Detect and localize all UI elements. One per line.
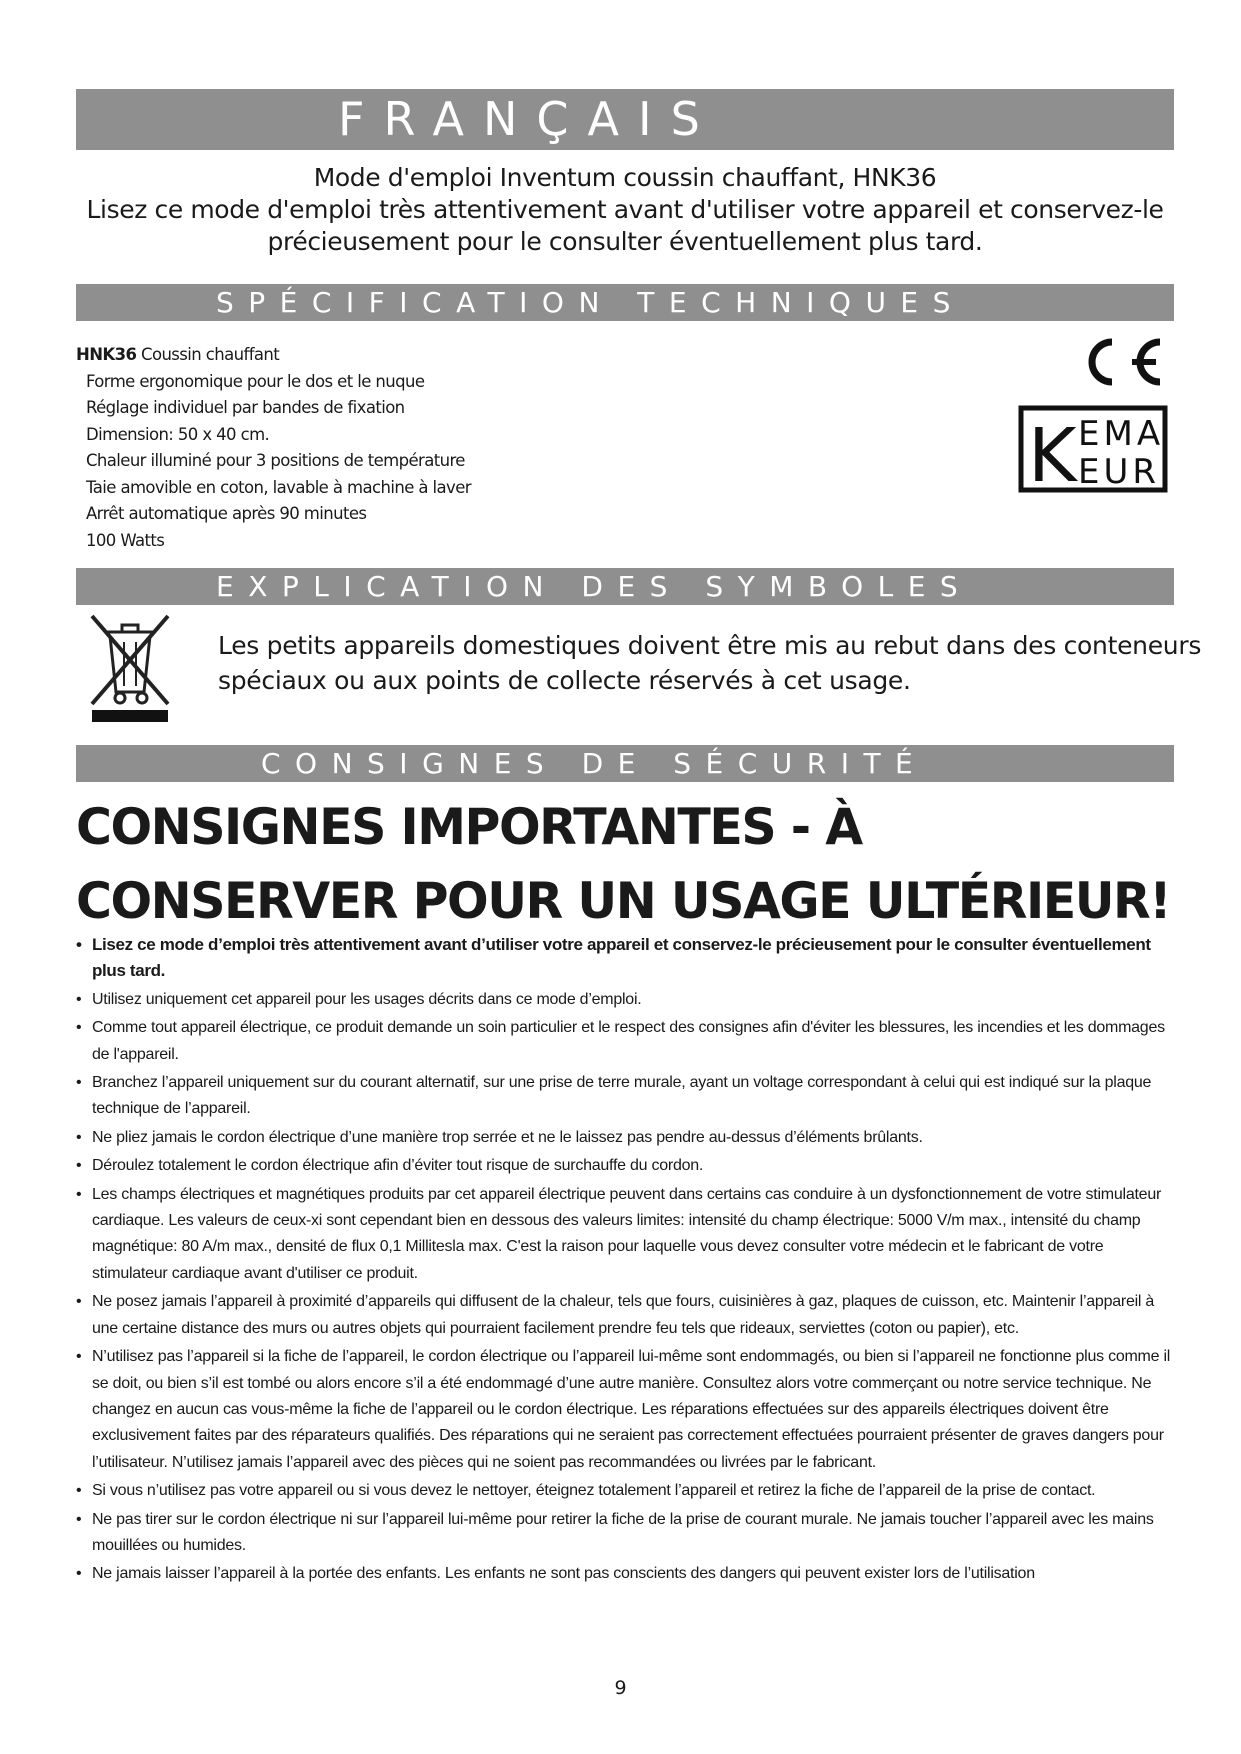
list-item: • Ne pliez jamais le cordon électrique d’une manière trop serrée et ne le laissez pas pendre au-dessus d’éléments brûlants. [76,1125,1174,1151]
headline-line: CONSIGNES IMPORTANTES - À [76,798,862,856]
spec-item: 100 Watts [86,530,165,550]
kema-keur-logo-icon [1018,405,1168,493]
spec-item: Forme ergonomique pour le dos et le nuque [86,371,425,391]
list-item: • Ne posez jamais l’appareil à proximité d’appareils qui diffusent de la chaleur, tels que fours, cuisinières à gaz, plaques de cuisson, etc. Maintenir l’appareil à une certaine distance des murs ou autres objets qui pourraient facilement prendre feu tels que rideaux, serviettes (coton ou papier), etc. [76,1289,1174,1342]
kema-top-letters: EMA [1078,414,1165,454]
symbols-title: EXPLICATION DES SYMBOLES [216,570,973,603]
language-band [76,89,1174,150]
list-item: • N’utilisez pas l’appareil si la fiche de l’appareil, le cordon électrique ou l’appareil lui-même sont endommagés, ou bien si l’appareil ne fonctionne plus comme il se doit, ou bien s’il est tombé ou alors encore s’il a été endommagé d’une autre manière. Consultez alors votre commerçant ou notre service technique. Ne changez en aucun cas vous-même la fiche de l’appareil ou le cordon électrique. Les réparations effectuées sur des appareils électriques doivent être exclusivement faites par des réparateurs qualifiés. Des réparations qui ne seraient pas correctement effectuées pourraient présenter de graves dangers pour l’utilisateur. N’utilisez jamais l’appareil avec des pièces qui ne soient pas recommandées ou livrées par le fabricant. [76,1344,1174,1476]
list-item: • Comme tout appareil électrique, ce produit demande un soin particulier et le respect des consignes afin d'éviter les blessures, les incendies et les dommages de l'appareil. [76,1015,1174,1068]
ce-mark-icon [1072,334,1168,390]
specifications-band [76,284,1174,321]
crossed-bin-icon [88,612,172,724]
headline-line: CONSERVER POUR UN USAGE ULTÉRIEUR! [76,872,1171,930]
spec-item: Chaleur illuminé pour 3 positions de température [86,451,465,470]
language-title: FRANÇAIS [338,92,719,146]
model-number: HNK36 [76,345,137,364]
symbols-line: spéciaux ou aux points de collecte réservés à cet usage. [218,666,911,695]
list-item: • Lisez ce mode d’emploi très attentivement avant d’utiliser votre appareil et conservez-le précieusement pour le consulter éventuellement plus tard. [76,932,1174,985]
safety-title: CONSIGNES DE SÉCURITÉ [261,747,928,780]
specifications-title: SPÉCIFICATION TECHNIQUES [216,286,965,319]
kema-k-letter: K [1028,413,1077,493]
list-item: • Ne jamais laisser l’appareil à la portée des enfants. Les enfants ne sont pas conscients des dangers qui peuvent exister lors de l’utilisation [76,1561,1174,1587]
safety-band [76,745,1174,782]
symbols-text [218,628,1201,698]
list-item: • Utilisez uniquement cet appareil pour les usages décrits dans ce mode d’emploi. [76,987,1174,1013]
safety-rules [76,932,1174,1590]
kema-bottom-letters: EUR [1078,452,1160,492]
model-name: Coussin chauffant [141,345,280,364]
symbols-band [76,568,1174,605]
spec-item: Réglage individuel par bandes de fixation [86,398,405,417]
spec-item: Arrêt automatique après 90 minutes [86,504,367,523]
symbols-line: Les petits appareils domestiques doivent être mis au rebut dans des conteneurs [218,631,1202,660]
list-item: • Déroulez totalement le cordon électrique afin d’éviter tout risque de surchauffe du cordon. [76,1153,1174,1179]
page-number: 9 [614,1677,627,1699]
intro-line: Mode d'emploi Inventum coussin chauffant, HNK36 [313,163,937,192]
intro-text [76,162,1174,258]
list-item: • Les champs électriques et magnétiques produits par cet appareil électrique peuvent dans certains cas conduire à un dysfonctionnement de votre stimulateur cardiaque. Les valeurs de ceux-xi sont cependant bien en dessous des valeurs limites: intensité du champ électrique: 5000 V/m max., intensité du champ magnétique: 80 A/m max., densité de flux 0,1 Millitesla max. C'est la raison pour laquelle vous devez consulter votre médecin et le fabricant de votre stimulateur cardiaque avant d'utiliser ce produit. [76,1182,1174,1288]
list-item: • Si vous n’utilisez pas votre appareil ou si vous devez le nettoyer, éteignez totalement l’appareil et retirez la fiche de l’appareil de la prise de contact. [76,1478,1174,1504]
intro-line: Lisez ce mode d'emploi très attentivement avant d'utiliser votre appareil et conservez-le [86,195,1164,224]
intro-line: précieusement pour le consulter éventuellement plus tard. [267,227,983,256]
specifications-list [76,342,471,554]
model-line [76,342,471,369]
important-headline [76,790,1171,938]
spec-item: Dimension: 50 x 40 cm. [86,424,270,444]
spec-item: Taie amovible en coton, lavable à machine à laver [86,477,471,497]
list-item: • Branchez l’appareil uniquement sur du courant alternatif, sur une prise de terre murale, ayant un voltage correspondant à celui qui est indiqué sur la plaque technique de l’appareil. [76,1070,1174,1123]
list-item: • Ne pas tirer sur le cordon électrique ni sur l’appareil lui-même pour retirer la fiche de la prise de courant murale. Ne jamais toucher l’appareil avec les mains mouillées ou humides. [76,1507,1174,1560]
